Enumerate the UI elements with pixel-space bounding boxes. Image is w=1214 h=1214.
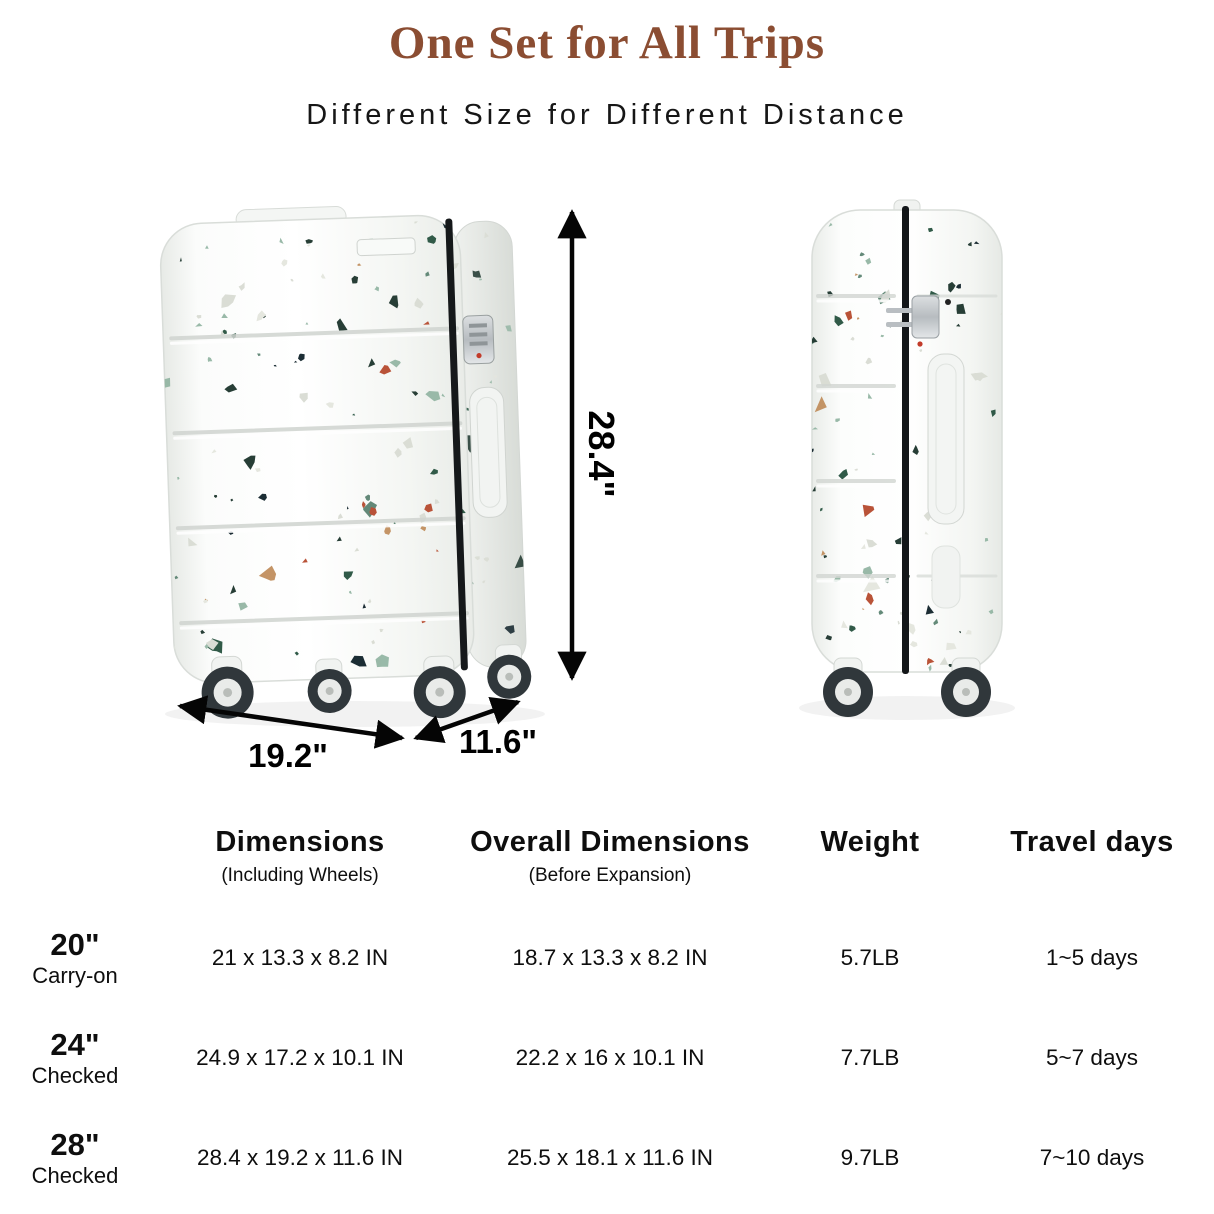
weight-value: 5.7LB xyxy=(840,945,900,970)
dimensions-value: 21 x 13.3 x 8.2 IN xyxy=(211,945,389,970)
size-cell: 28" Checked xyxy=(31,1127,119,1189)
luggage-side-view xyxy=(790,196,1025,736)
weight-value: 9.7LB xyxy=(840,1145,900,1170)
page-subtitle: Different Size for Different Distance xyxy=(306,99,908,131)
travel-days-value: 5~7 days xyxy=(1046,1045,1138,1070)
column-header-dimensions: Dimensions (Including Wheels) xyxy=(215,826,385,886)
height-dimension-label: 28.4" xyxy=(581,410,622,498)
zipper xyxy=(902,206,909,674)
page-title: One Set for All Trips xyxy=(388,17,826,69)
luggage-front-view xyxy=(150,192,560,752)
overall-dimensions-value: 25.5 x 18.1 x 11.6 IN xyxy=(507,1145,713,1170)
logo-plate xyxy=(357,238,416,256)
overall-dimensions-value: 18.7 x 13.3 x 8.2 IN xyxy=(512,945,708,970)
side-handle xyxy=(469,387,508,518)
dimensions-value: 28.4 x 19.2 x 11.6 IN xyxy=(197,1145,403,1170)
width-dimension-label: 19.2" xyxy=(248,737,328,774)
column-header-overall-dimensions: Overall Dimensions (Before Expansion) xyxy=(470,826,750,886)
travel-days-value: 1~5 days xyxy=(1046,945,1138,970)
side-handle xyxy=(928,354,964,608)
spec-table-header xyxy=(0,826,1214,887)
dimensions-value: 24.9 x 17.2 x 10.1 IN xyxy=(196,1045,404,1070)
column-header-travel-days: Travel days xyxy=(1010,826,1174,858)
size-cell: 24" Checked xyxy=(31,1027,119,1089)
weight-value: 7.7LB xyxy=(840,1045,900,1070)
table-row-20-inch xyxy=(0,921,1214,995)
overall-dimensions-value: 22.2 x 16 x 10.1 IN xyxy=(515,1045,705,1070)
column-header-weight: Weight xyxy=(820,826,920,858)
tsa-lock xyxy=(463,315,495,364)
travel-days-value: 7~10 days xyxy=(1039,1145,1145,1170)
size-cell: 20" Carry-on xyxy=(32,927,118,989)
depth-dimension-label: 11.6" xyxy=(458,723,538,760)
table-row-24-inch xyxy=(0,1021,1214,1095)
spec-table xyxy=(0,826,1214,1195)
table-row-28-inch xyxy=(0,1121,1214,1195)
